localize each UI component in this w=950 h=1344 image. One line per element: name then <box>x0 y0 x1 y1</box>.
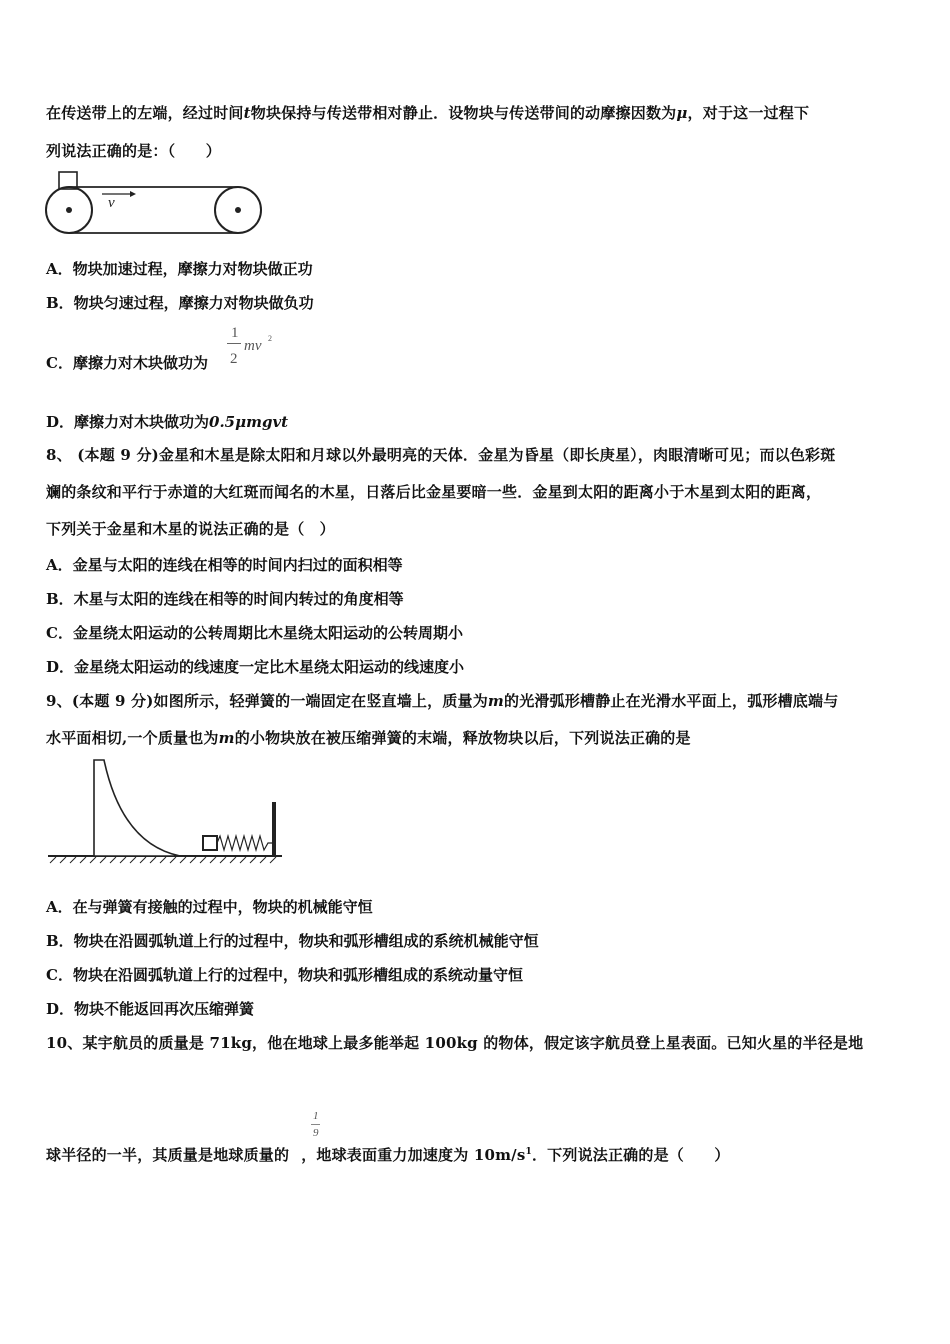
q9-line-2-text: 水平面相切,一个质量也为 <box>46 729 219 747</box>
q7-line-2: 列说法正确的是：（ ） <box>46 142 221 160</box>
formula-mv: mv <box>244 338 262 354</box>
frac-numerator: 1 <box>231 325 239 341</box>
q7-line-1-text: 在传送带上的左端，经过时间 <box>46 104 244 122</box>
q8-option-a: A．金星与太阳的连线在相等的时间内扫过的面积相等 <box>46 556 403 574</box>
formula-work: 0.5μmgvt <box>209 413 289 431</box>
q10-line-2-text-mid: ，地球表面重力加速度为 10m/s <box>301 1146 526 1164</box>
q9-line-2-text-end: 的小物块放在被压缩弹簧的末端，释放物块以后，下列说法正确的是 <box>234 729 691 747</box>
q7-option-c <box>46 352 208 373</box>
q8-option-d: D．金星绕太阳运动的线速度一定比木星绕太阳运动的线速度小 <box>46 658 465 676</box>
q8-option-b: B．木星与太阳的连线在相等的时间内转过的角度相等 <box>46 590 404 608</box>
q9-line-1 <box>46 690 838 711</box>
symbol-t: t <box>243 104 251 122</box>
q9-option-c: C．物块在沿圆弧轨道上行的过程中，物块和弧形槽组成的系统动量守恒 <box>46 966 523 984</box>
q9-option-d: D．物块不能返回再次压缩弹簧 <box>46 1000 255 1018</box>
q9-line-2 <box>46 727 691 748</box>
spring <box>217 836 272 850</box>
q7-option-b: B．物块匀速过程，摩擦力对物块做负功 <box>46 294 314 312</box>
frac-bar <box>227 343 241 344</box>
q10-exponent: 1 <box>525 1147 532 1157</box>
symbol-mu: μ <box>676 104 688 122</box>
q10-line-1: 10、某宇航员的质量是 71kg，他在地球上最多能举起 100kg 的物体，假定该字航员登上星表面。已知火星的半径是地 <box>46 1034 864 1052</box>
q7-option-d-text: D．摩擦力对木块做功为 <box>46 413 210 431</box>
q7-option-a: A．物块加速过程，摩擦力对物块做正功 <box>46 260 313 278</box>
symbol-m: m <box>487 692 504 710</box>
q9-line-1-text: 9、(本题 9 分)如图所示，轻弹簧的一端固定在竖直墙上，质量为 <box>46 692 488 710</box>
left-pulley-axle <box>66 207 72 213</box>
velocity-arrow-head <box>130 191 136 197</box>
velocity-label: v <box>108 195 115 211</box>
q7-line-1-text-mid: 物块保持与传送带相对静止．设物块与传送带间的动摩擦因数为 <box>250 104 677 122</box>
q8-option-c: C．金星绕太阳运动的公转周期比木星绕太阳运动的公转周期小 <box>46 624 463 642</box>
q10-line-2-text-end: ．下列说法正确的是（ ） <box>531 1146 730 1164</box>
right-pulley-axle <box>235 207 241 213</box>
q7-line-1 <box>46 102 809 123</box>
symbol-m: m <box>218 729 235 747</box>
q8-line-3: 下列关于金星和木星的说法正确的是（ ） <box>46 520 335 538</box>
q10-line-2 <box>46 1144 730 1165</box>
q9-line-1-text-end: 的光滑弧形槽静止在光滑水平面上，弧形槽底端与 <box>504 692 839 710</box>
q10-frac-numerator: 1 <box>313 1110 319 1122</box>
frac-denominator: 2 <box>230 351 238 367</box>
q7-option-d <box>46 411 288 432</box>
q10-frac-denominator: 9 <box>313 1127 319 1139</box>
q9-option-a: A．在与弹簧有接触的过程中，物块的机械能守恒 <box>46 898 373 916</box>
q10-frac-bar <box>311 1124 320 1125</box>
wall <box>272 802 276 856</box>
q8-line-2: 斓的条纹和平行于赤道的大红斑而闻名的木星，日落后比金星要暗一些．金星到太阳的距离小于木星到太阳的距离， <box>46 483 822 501</box>
q10-line-2-text: 球半径的一半，其质量是地球质量的 <box>46 1146 290 1164</box>
formula-exponent: 2 <box>268 334 272 343</box>
ground-hatching <box>50 857 276 863</box>
q7-line-1-text-end: ，对于这一过程下 <box>687 104 810 122</box>
small-block <box>203 836 217 850</box>
spring-arc-figure <box>44 756 284 868</box>
arc-groove <box>94 760 180 856</box>
q8-line-1: 8、 (本题 9 分)金星和木星是除太阳和月球以外最明亮的天体．金星为昏星（即长庚星），肉眼清晰可见；而以色彩斑 <box>46 446 836 464</box>
q7-option-c-text: C．摩擦力对木块做功为 <box>46 354 208 372</box>
q9-option-b: B．物块在沿圆弧轨道上行的过程中，物块和弧形槽组成的系统机械能守恒 <box>46 932 539 950</box>
conveyor-belt-figure <box>40 166 270 244</box>
